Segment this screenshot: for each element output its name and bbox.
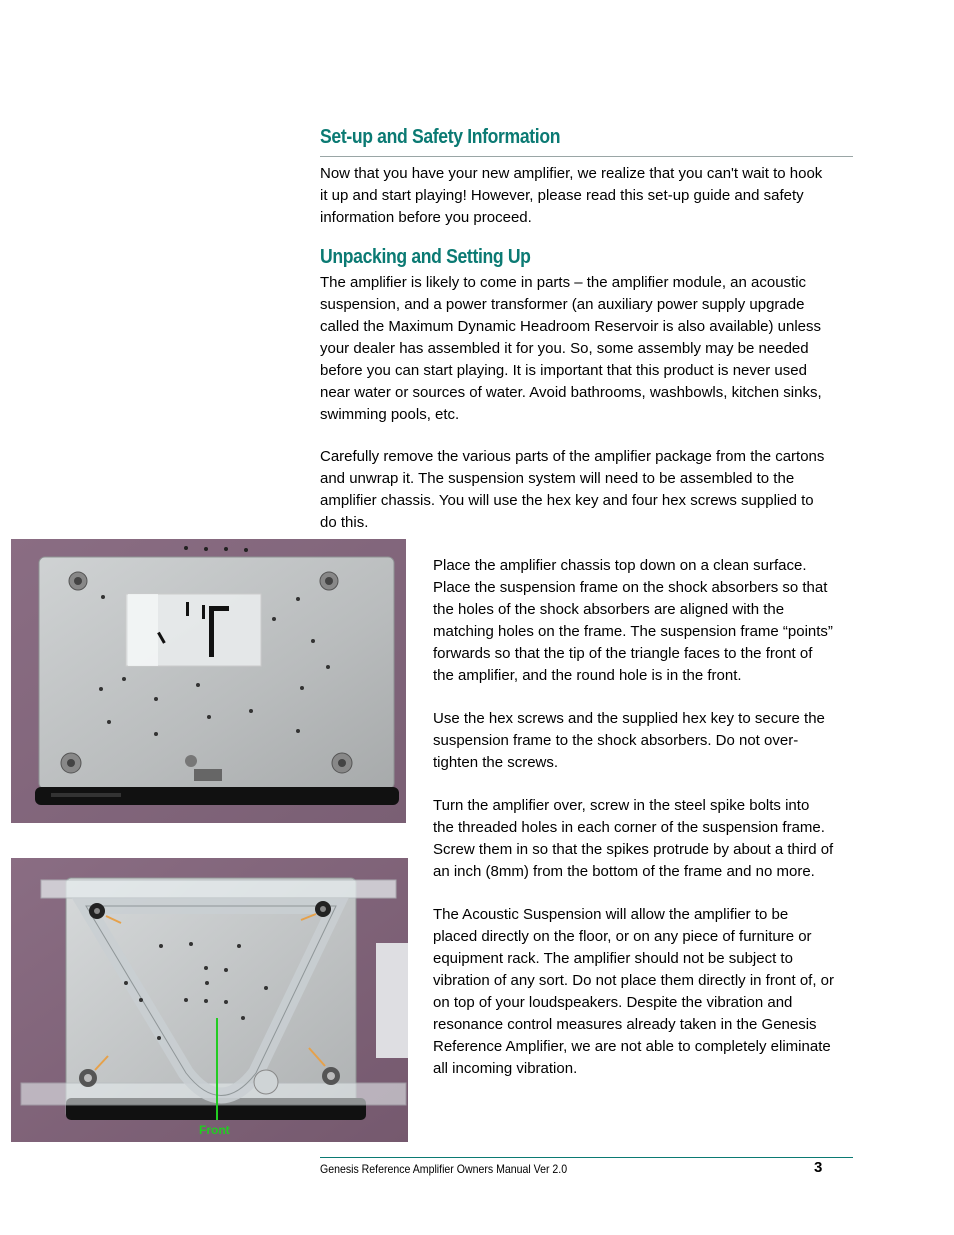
- step-paragraph-4: The Acoustic Suspension will allow the amplifier to be placed directly on the floor, or on any piece of furniture or equipment rack. The amplifier should not be subject to vibration of any sort. Do not place them directly in front of, or on top of your loudspeakers. Despite the vibration and resonance control measures already taken in the Genesis Reference Amplifier, we are not able to completely eliminate all incoming vibration.: [433, 906, 835, 1077]
- step-paragraph-1: Place the amplifier chassis top down on a clean surface. Place the suspension frame on the shock absorbers so that the holes of the shock absorbers are aligned with the matching holes on the frame. The suspension frame “points” forwards so that the tip of the triangle faces to the front of the amplifier, and the round hole is in the front.: [433, 557, 833, 684]
- heading-rule: [320, 156, 853, 157]
- step-paragraph-2: Use the hex screws and the supplied hex key to secure the suspension frame to the shock absorbers. Do not over- tighten the screws.: [433, 710, 825, 771]
- chassis-photo: [11, 539, 406, 823]
- suspension-frame-photo: [11, 858, 408, 1142]
- footer-title: Genesis Reference Amplifier Owners Manual Ver 2.0: [320, 1162, 568, 1176]
- section-heading-unpacking: Unpacking and Setting Up: [320, 246, 531, 268]
- step-paragraph-3: Turn the amplifier over, screw in the steel spike bolts into the threaded holes in each corner of the suspension frame. Screw them in so that the spikes protrude by about a third of an inch (8mm) from the bottom of the frame and no more.: [433, 797, 834, 880]
- page-number: 3: [814, 1159, 823, 1176]
- unpacking-paragraph-1: The amplifier is likely to come in parts – the amplifier module, an acoustic suspension, and a power transformer (an auxiliary power supply upgrade called the Maximum Dynamic Headroom Reservoir is also available) unless your dealer has assembled it for you. So, some assembly may be needed before you can start playing. It is important that this product is never used near water or sources of water. Avoid bathrooms, washbowls, kitchen sinks, swimming pools, etc.: [320, 274, 822, 423]
- section-heading-setup: Set-up and Safety Information: [320, 126, 561, 148]
- unpacking-paragraph-2: Carefully remove the various parts of the amplifier package from the cartons and unwrap it. The suspension system will need to be assembled to the amplifier chassis. You will use the hex key and four hex screws supplied to do this.: [320, 448, 825, 531]
- setup-paragraph: Now that you have your new amplifier, we realize that you can't wait to hook it up and start playing! However, please read this set-up guide and safety information before you proceed.: [320, 165, 823, 226]
- footer-rule: [320, 1157, 853, 1158]
- front-label: Front: [199, 1123, 230, 1137]
